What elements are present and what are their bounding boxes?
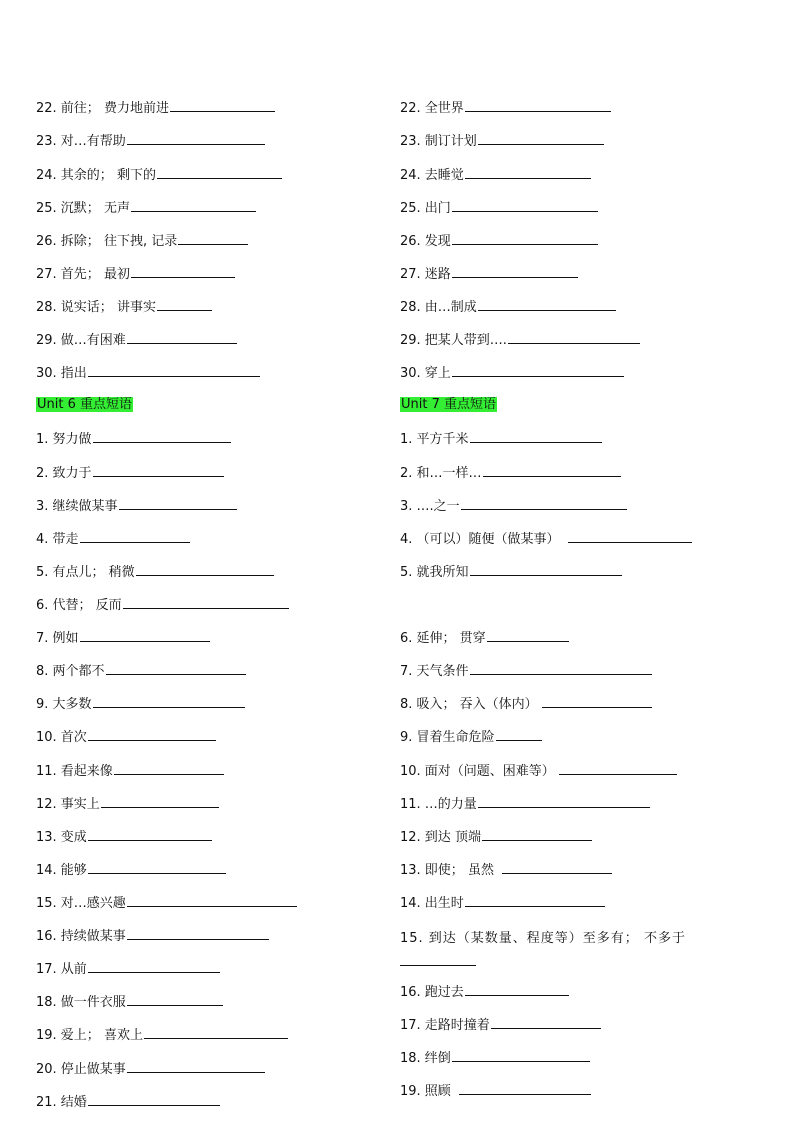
- answer-blank[interactable]: [131, 265, 235, 278]
- answer-blank[interactable]: [101, 795, 219, 808]
- phrase-text: 30. 穿上: [400, 366, 451, 381]
- phrase-item: [400, 464, 621, 482]
- answer-blank[interactable]: [470, 563, 622, 576]
- phrase-text: 4. （可以）随便（做某事）: [400, 532, 560, 547]
- answer-blank[interactable]: [88, 1093, 220, 1106]
- phrase-item: [36, 728, 216, 746]
- phrase-text: 15. 对…感兴趣: [36, 896, 126, 911]
- answer-blank[interactable]: [157, 166, 282, 179]
- answer-blank[interactable]: [127, 894, 297, 907]
- answer-blank[interactable]: [88, 960, 220, 973]
- phrase-text: 19. 爱上； 喜欢上: [36, 1028, 143, 1043]
- phrase-item: [400, 132, 604, 150]
- phrase-text: 23. 对…有帮助: [36, 134, 126, 149]
- answer-blank[interactable]: [508, 331, 640, 344]
- phrase-item: [400, 629, 569, 647]
- answer-blank[interactable]: [93, 430, 231, 443]
- answer-blank[interactable]: [452, 199, 598, 212]
- phrase-item: [400, 430, 602, 448]
- phrase-text: 3. ….之一: [400, 499, 460, 514]
- answer-blank[interactable]: [465, 894, 605, 907]
- phrase-text: 2. 致力于: [36, 466, 92, 481]
- answer-blank[interactable]: [178, 232, 248, 245]
- section-heading: [36, 397, 133, 413]
- phrase-item: [36, 596, 289, 614]
- phrase-text: 16. 持续做某事: [36, 929, 126, 944]
- phrase-text: 12. 事实上: [36, 797, 100, 812]
- phrase-text: 25. 出门: [400, 201, 451, 216]
- answer-blank[interactable]: [119, 497, 237, 510]
- section-heading: [400, 397, 497, 413]
- phrase-text: 17. 走路时撞着: [400, 1018, 490, 1033]
- answer-blank[interactable]: [502, 861, 612, 874]
- phrase-text: 11. 看起来像: [36, 764, 113, 779]
- answer-blank[interactable]: [482, 828, 592, 841]
- phrase-text: 25. 沉默； 无声: [36, 201, 130, 216]
- answer-blank[interactable]: [470, 662, 652, 675]
- answer-blank[interactable]: [459, 1082, 591, 1095]
- answer-blank[interactable]: [127, 1060, 265, 1073]
- phrase-item: [36, 795, 219, 813]
- phrase-item: [36, 99, 275, 117]
- phrase-item: [400, 166, 591, 184]
- phrase-item: [36, 563, 274, 581]
- phrase-item: [36, 132, 265, 150]
- phrase-text: 27. 迷路: [400, 267, 451, 282]
- phrase-text: 27. 首先； 最初: [36, 267, 130, 282]
- phrase-item: [36, 662, 246, 680]
- phrase-item: [36, 762, 224, 780]
- answer-blank[interactable]: [452, 1049, 590, 1062]
- answer-blank[interactable]: [452, 232, 598, 245]
- answer-blank[interactable]: [144, 1026, 288, 1039]
- phrase-text: 5. 有点儿； 稍微: [36, 565, 135, 580]
- phrase-item: [400, 828, 592, 846]
- phrase-text: 7. 例如: [36, 631, 79, 646]
- phrase-text: 29. 做…有困难: [36, 333, 126, 348]
- phrase-text: 6. 延伸； 贯穿: [400, 631, 486, 646]
- answer-blank[interactable]: [127, 993, 223, 1006]
- phrase-item: [36, 993, 223, 1011]
- phrase-text: 14. 能够: [36, 863, 87, 878]
- phrase-text: 18. 做一件衣服: [36, 995, 126, 1010]
- phrase-item: [36, 1060, 265, 1078]
- phrase-text: 13. 变成: [36, 830, 87, 845]
- phrase-item: [400, 232, 598, 250]
- answer-blank[interactable]: [465, 166, 591, 179]
- phrase-item: [36, 232, 248, 250]
- answer-blank[interactable]: [170, 99, 275, 112]
- phrase-item: [400, 695, 652, 713]
- phrase-text: 24. 其余的； 剩下的: [36, 168, 156, 183]
- answer-blank[interactable]: [542, 695, 652, 708]
- phrase-text: 28. 由…制成: [400, 300, 477, 315]
- phrase-item: [400, 99, 611, 117]
- phrase-text: 8. 吸入； 吞入（体内）: [400, 697, 538, 712]
- answer-blank[interactable]: [461, 497, 627, 510]
- phrase-item: [400, 983, 569, 1001]
- answer-blank[interactable]: [93, 464, 224, 477]
- phrase-item: [400, 298, 616, 316]
- phrase-item: [36, 298, 212, 316]
- phrase-item: [36, 894, 297, 912]
- answer-blank[interactable]: [487, 629, 569, 642]
- answer-blank[interactable]: [123, 596, 289, 609]
- phrase-text: 4. 带走: [36, 532, 79, 547]
- phrase-item: [400, 497, 627, 515]
- phrase-item: [36, 960, 220, 978]
- phrase-item: [36, 430, 231, 448]
- phrase-item: [400, 662, 652, 680]
- answer-blank[interactable]: [559, 762, 677, 775]
- phrase-text: 9. 大多数: [36, 697, 92, 712]
- answer-blank[interactable]: [131, 199, 256, 212]
- answer-blank[interactable]: [465, 983, 569, 996]
- phrase-text: 23. 制订计划: [400, 134, 477, 149]
- phrase-item: [400, 861, 612, 879]
- phrase-item: [36, 927, 269, 945]
- answer-blank[interactable]: [452, 364, 624, 377]
- phrase-item: [400, 530, 692, 548]
- answer-blank[interactable]: [470, 430, 602, 443]
- phrase-text: 16. 跑过去: [400, 985, 464, 1000]
- answer-blank[interactable]: [136, 563, 274, 576]
- answer-blank[interactable]: [400, 953, 476, 966]
- phrase-text: 24. 去睡觉: [400, 168, 464, 183]
- answer-blank[interactable]: [127, 927, 269, 940]
- phrase-text: 10. 首次: [36, 730, 87, 745]
- phrase-item: [400, 762, 677, 780]
- phrase-item: [36, 1093, 220, 1111]
- phrase-text: 28. 说实话； 讲事实: [36, 300, 156, 315]
- phrase-text: 7. 天气条件: [400, 664, 469, 679]
- phrase-text: 19. 照顾: [400, 1084, 451, 1099]
- answer-blank[interactable]: [452, 265, 578, 278]
- phrase-item: [36, 861, 226, 879]
- phrase-item: [36, 199, 256, 217]
- phrase-item: [36, 1026, 288, 1044]
- phrase-text: 2. 和…一样…: [400, 466, 482, 481]
- phrase-text: 5. 就我所知: [400, 565, 469, 580]
- phrase-item: [36, 828, 212, 846]
- phrase-text: 11. …的力量: [400, 797, 477, 812]
- phrase-text: 3. 继续做某事: [36, 499, 118, 514]
- answer-blank[interactable]: [88, 861, 226, 874]
- phrase-text: 8. 两个都不: [36, 664, 105, 679]
- answer-blank[interactable]: [88, 828, 212, 841]
- phrase-item: [36, 166, 282, 184]
- phrase-item: [36, 464, 224, 482]
- phrase-text: 20. 停止做某事: [36, 1062, 126, 1077]
- phrase-item: [400, 728, 542, 746]
- answer-blank[interactable]: [496, 728, 542, 741]
- answer-blank[interactable]: [88, 728, 216, 741]
- phrase-item: [400, 927, 740, 975]
- answer-blank[interactable]: [491, 1016, 601, 1029]
- answer-blank[interactable]: [483, 464, 621, 477]
- phrase-text: 26. 发现: [400, 234, 451, 249]
- answer-blank[interactable]: [106, 662, 246, 675]
- answer-blank[interactable]: [80, 530, 190, 543]
- answer-blank[interactable]: [478, 795, 650, 808]
- phrase-item: [400, 894, 605, 912]
- phrase-item: [400, 1049, 590, 1067]
- phrase-item: [36, 695, 245, 713]
- phrase-text: 30. 指出: [36, 366, 87, 381]
- phrase-text: 1. 努力做: [36, 432, 92, 447]
- answer-blank[interactable]: [465, 99, 611, 112]
- answer-blank[interactable]: [568, 530, 692, 543]
- phrase-text: 12. 到达 顶端: [400, 830, 481, 845]
- phrase-text: 21. 结婚: [36, 1095, 87, 1110]
- phrase-item: [36, 629, 210, 647]
- phrase-text: 22. 前往； 费力地前进: [36, 101, 169, 116]
- answer-blank[interactable]: [127, 132, 265, 145]
- phrase-text: 6. 代替； 反而: [36, 598, 122, 613]
- phrase-item: [400, 331, 640, 349]
- phrase-item: [400, 265, 578, 283]
- section-heading-text: Unit 6 重点短语: [37, 397, 132, 412]
- phrase-text: 1. 平方千米: [400, 432, 469, 447]
- answer-blank[interactable]: [157, 298, 212, 311]
- phrase-item: [36, 530, 190, 548]
- phrase-text: 15. 到达（某数量、程度等）至多有； 不多于: [400, 931, 686, 946]
- answer-blank[interactable]: [478, 298, 616, 311]
- phrase-item: [400, 795, 650, 813]
- answer-blank[interactable]: [127, 331, 237, 344]
- phrase-text: 9. 冒着生命危险: [400, 730, 495, 745]
- phrase-text: 13. 即使； 虽然: [400, 863, 494, 878]
- phrase-text: 29. 把某人带到….: [400, 333, 507, 348]
- phrase-item: [36, 497, 237, 515]
- answer-blank[interactable]: [114, 762, 224, 775]
- phrase-text: 17. 从前: [36, 962, 87, 977]
- phrase-text: 10. 面对（问题、困难等）: [400, 764, 555, 779]
- phrase-text: 18. 绊倒: [400, 1051, 451, 1066]
- phrase-text: 14. 出生时: [400, 896, 464, 911]
- phrase-item: [36, 331, 237, 349]
- phrase-item: [36, 364, 260, 382]
- section-heading-text: Unit 7 重点短语: [401, 397, 496, 412]
- phrase-item: [400, 1016, 601, 1034]
- phrase-text: 22. 全世界: [400, 101, 464, 116]
- phrase-text: 26. 拆除； 往下拽, 记录: [36, 234, 178, 249]
- phrase-item: [400, 364, 624, 382]
- phrase-item: [36, 265, 235, 283]
- answer-blank[interactable]: [80, 629, 210, 642]
- answer-blank[interactable]: [88, 364, 260, 377]
- phrase-item: [400, 199, 598, 217]
- answer-blank[interactable]: [93, 695, 245, 708]
- phrase-item: [400, 563, 622, 581]
- phrase-item: [400, 1082, 591, 1100]
- answer-blank[interactable]: [478, 132, 604, 145]
